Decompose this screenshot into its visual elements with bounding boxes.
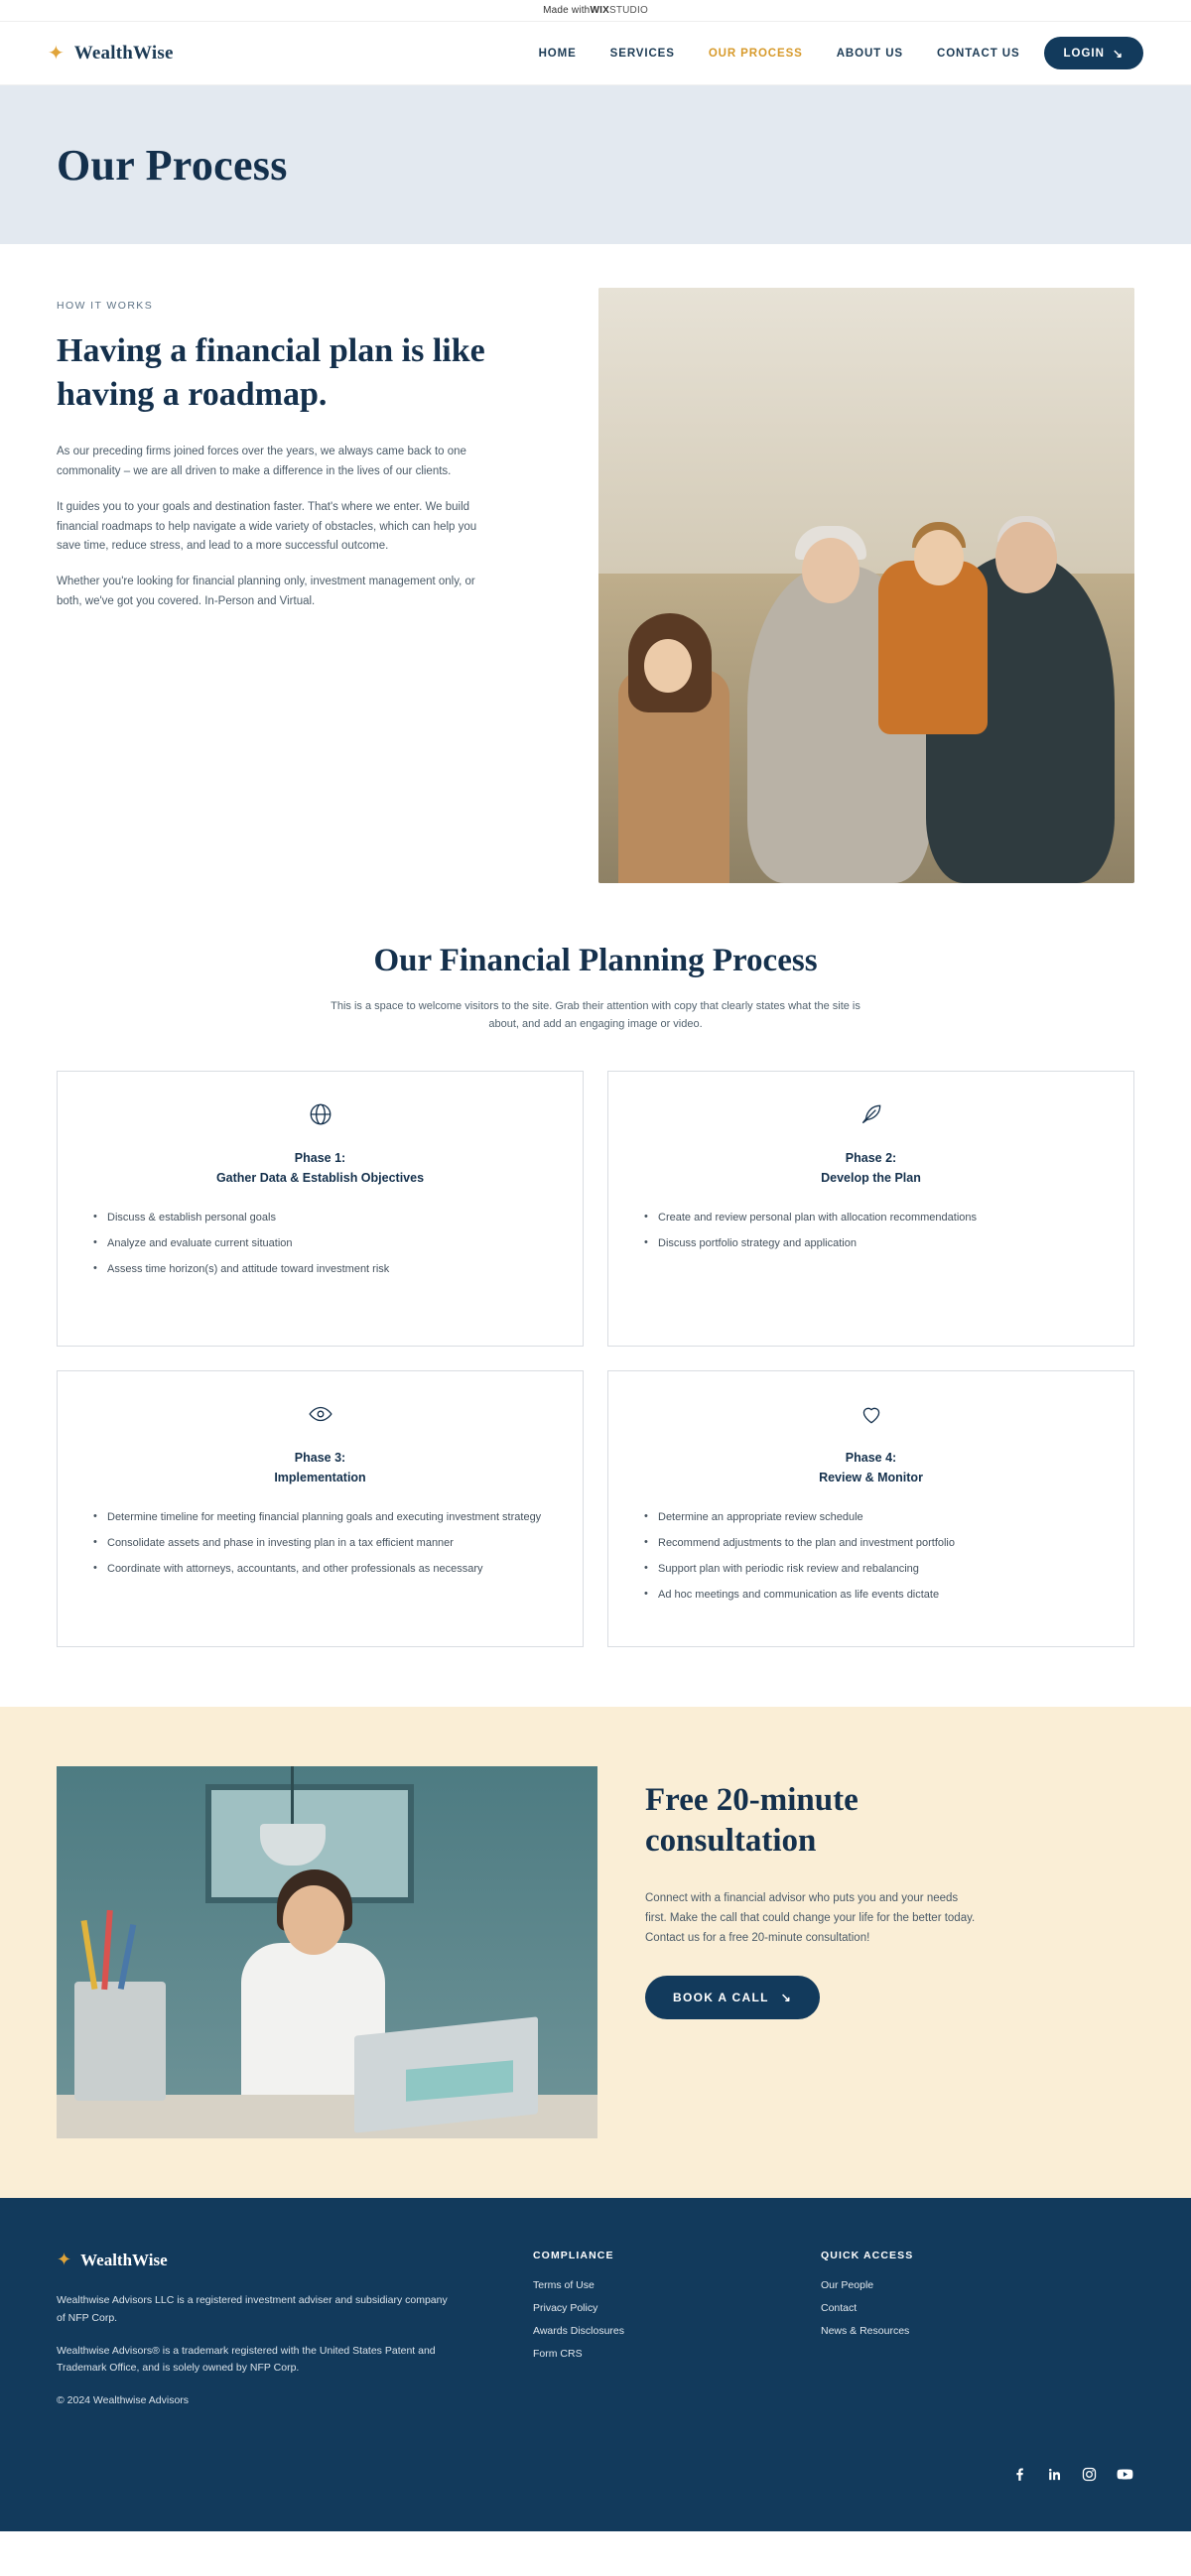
facebook-icon[interactable] xyxy=(1011,2466,1028,2483)
process-heading: Our Financial Planning Process xyxy=(373,943,818,978)
card-3-title: Implementation xyxy=(274,1470,366,1484)
footer-link-contact[interactable]: Contact xyxy=(821,2302,858,2315)
card-4-list xyxy=(638,1509,1104,1604)
footer-quick-access-column xyxy=(821,2250,1109,2492)
intro-section xyxy=(0,244,1191,883)
process-card-phase-4 xyxy=(607,1370,1134,1647)
sparkle-icon: ✦ xyxy=(57,2250,72,2270)
list-item: • Ad hoc meetings and communication as life events dictate xyxy=(644,1587,1104,1604)
family-photo xyxy=(598,288,1134,883)
intro-heading: Having a financial plan is like having a roadmap. xyxy=(57,332,485,414)
wix-studio-banner xyxy=(0,0,1191,22)
footer-quick-access-title: QUICK ACCESS xyxy=(821,2250,914,2262)
intro-eyebrow: HOW IT WORKS xyxy=(57,300,154,312)
wix-banner-suffix: STUDIO xyxy=(608,5,648,16)
card-1-list xyxy=(87,1210,553,1278)
youtube-icon[interactable] xyxy=(1116,2465,1134,2484)
consultation-photo xyxy=(57,1766,597,2138)
footer-disclaimer-1: Wealthwise Advisors LLC is a registered investment adviser and subsidiary company of NFP Corp. xyxy=(57,2294,448,2324)
card-1-title: Gather Data & Establish Objectives xyxy=(215,1170,425,1185)
book-a-call-label: BOOK A CALL xyxy=(673,1991,769,2005)
arrow-down-right-icon: ↘ xyxy=(1112,46,1124,61)
wix-banner-prefix: Made with xyxy=(543,5,591,16)
site-footer xyxy=(0,2198,1191,2531)
list-item: • Discuss & establish personal goals xyxy=(93,1210,553,1226)
intro-image-column xyxy=(598,288,1134,883)
footer-link-form-crs[interactable]: Form CRS xyxy=(533,2348,583,2361)
card-2-title: Develop the Plan xyxy=(821,1170,921,1185)
footer-brand-name: WealthWise xyxy=(80,2250,168,2269)
main-navigation xyxy=(539,48,1020,60)
sparkle-icon: ✦ xyxy=(48,42,65,64)
process-card-phase-3 xyxy=(57,1370,584,1647)
nav-item-home[interactable]: HOME xyxy=(538,47,577,60)
footer-copyright: © 2024 Wealthwise Advisors xyxy=(57,2394,190,2407)
site-logo[interactable] xyxy=(48,43,174,64)
list-item: • Coordinate with attorneys, accountants, and other professionals as necessary xyxy=(93,1561,553,1578)
process-card-phase-1 xyxy=(57,1071,584,1347)
nav-item-about-us[interactable]: ABOUT US xyxy=(836,47,903,60)
eye-icon xyxy=(87,1401,553,1427)
book-a-call-button[interactable] xyxy=(645,1976,820,2019)
card-3-list xyxy=(87,1509,553,1578)
intro-text-column xyxy=(57,288,559,883)
process-subheading: This is a space to welcome visitors to the site. Grab their attention with copy that clearly states what the site is about, and add an engaging image or video. xyxy=(331,1000,860,1031)
process-section xyxy=(0,883,1191,1707)
footer-link-privacy-policy[interactable]: Privacy Policy xyxy=(533,2302,598,2315)
card-4-title: Review & Monitor xyxy=(819,1470,923,1484)
card-2-list xyxy=(638,1210,1104,1252)
wix-banner-brand: WIX xyxy=(590,5,609,16)
list-item: • Consolidate assets and phase in investing plan in a tax efficient manner xyxy=(93,1535,553,1552)
consultation-heading: Free 20-minute consultation xyxy=(645,1782,859,1860)
arrow-down-right-icon: ↘ xyxy=(780,1991,793,2005)
list-item: • Create and review personal plan with allocation recommendations xyxy=(644,1210,1104,1226)
consultation-section xyxy=(0,1707,1191,2198)
footer-compliance-title: COMPLIANCE xyxy=(533,2250,614,2262)
footer-compliance-column xyxy=(533,2250,821,2492)
page-title: Our Process xyxy=(57,140,288,190)
footer-link-terms-of-use[interactable]: Terms of Use xyxy=(533,2279,595,2292)
site-header xyxy=(0,22,1191,85)
card-4-phase: Phase 4: xyxy=(845,1451,897,1466)
page-title-band xyxy=(0,85,1191,244)
login-button-label: LOGIN xyxy=(1063,47,1105,60)
footer-link-awards-disclosures[interactable]: Awards Disclosures xyxy=(533,2325,625,2338)
linkedin-icon[interactable] xyxy=(1046,2466,1063,2483)
list-item: • Determine an appropriate review schedule xyxy=(644,1509,1104,1526)
nav-item-contact-us[interactable]: CONTACT US xyxy=(936,47,1020,60)
nav-item-services[interactable]: SERVICES xyxy=(609,47,675,60)
social-links xyxy=(1011,2465,1134,2484)
intro-paragraph-3: Whether you're looking for financial planning only, investment management only, or both, we've got you covered. In-Person and Virtual. xyxy=(57,576,475,607)
nav-item-our-process[interactable]: OUR PROCESS xyxy=(708,47,803,60)
footer-logo[interactable] xyxy=(57,2250,533,2270)
brand-name: WealthWise xyxy=(73,42,174,64)
footer-link-news-resources[interactable]: News & Resources xyxy=(821,2325,910,2338)
instagram-icon[interactable] xyxy=(1081,2466,1098,2483)
footer-brand-column xyxy=(57,2250,533,2492)
intro-paragraph-2: It guides you to your goals and destination faster. That's where we enter. We build financial roadmaps to help navigate a wide variety of obstacles, which can help you save time, reduce stress, and lead to a more successful outcome. xyxy=(57,500,477,553)
process-cards xyxy=(57,1071,1134,1647)
consultation-text xyxy=(645,1766,1062,2019)
list-item: • Support plan with periodic risk review and rebalancing xyxy=(644,1561,1104,1578)
globe-icon xyxy=(87,1101,553,1127)
list-item: • Recommend adjustments to the plan and investment portfolio xyxy=(644,1535,1104,1552)
intro-paragraph-1: As our preceding firms joined forces over the years, we always came back to one commonality – we are all driven to make a difference in the lives of our clients. xyxy=(57,446,466,478)
footer-disclaimer-2: Wealthwise Advisors® is a trademark registered with the United States Patent and Trademark Office, and is solely owned by NFP Corp. xyxy=(57,2344,436,2375)
process-card-phase-2 xyxy=(607,1071,1134,1347)
footer-link-our-people[interactable]: Our People xyxy=(821,2279,874,2292)
login-button[interactable] xyxy=(1044,37,1143,69)
list-item: • Determine timeline for meeting financial planning goals and executing investment strategy xyxy=(93,1509,553,1526)
feather-icon xyxy=(638,1101,1104,1127)
list-item: • Analyze and evaluate current situation xyxy=(93,1235,553,1252)
consultation-paragraph: Connect with a financial advisor who puts you and your needs first. Make the call that could change your life for the better today. Contact us for a free 20-minute consultation! xyxy=(645,1891,976,1944)
list-item: • Discuss portfolio strategy and application xyxy=(644,1235,1104,1252)
card-3-phase: Phase 3: xyxy=(294,1451,346,1466)
list-item: • Assess time horizon(s) and attitude toward investment risk xyxy=(93,1261,553,1278)
heart-icon xyxy=(638,1401,1104,1427)
card-2-phase: Phase 2: xyxy=(845,1151,897,1166)
card-1-phase: Phase 1: xyxy=(294,1151,346,1166)
